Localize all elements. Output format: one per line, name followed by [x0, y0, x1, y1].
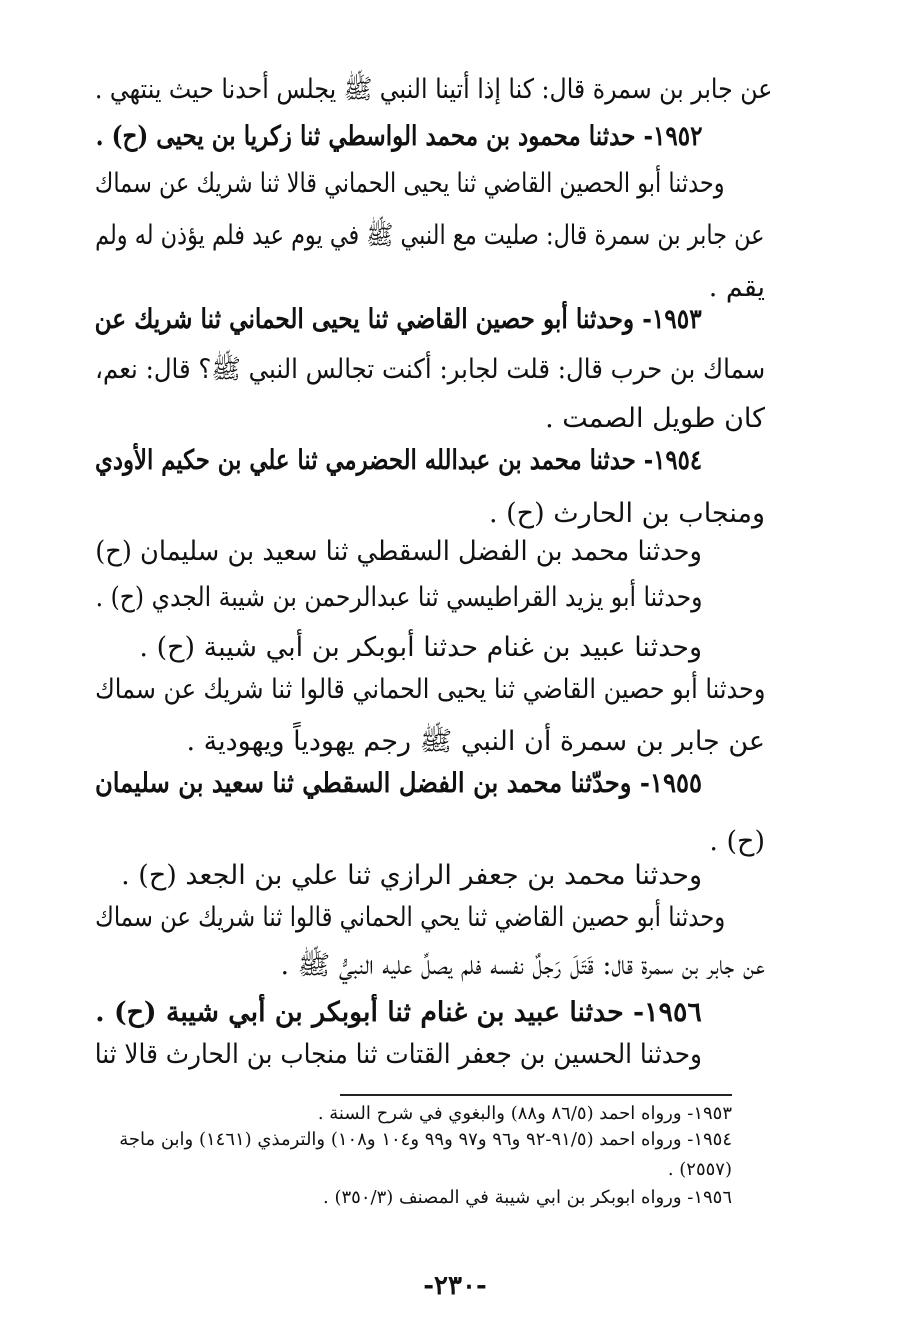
footnote-line: ١٩٥٣- ورواه احمد (٨٦/٥ و٨٨) والبغوي في شرح السنة .	[317, 1103, 732, 1124]
text-line: عن جابر بن سمرة قال: قَتَلَ رَجلٌ نفسه فلم يصلِّ عليه النبيُّ ﷺ .	[280, 950, 765, 981]
footnote-line: (٢٥٥٧) .	[667, 1159, 732, 1180]
text-line: ١٩٥٣- وحدثنا أبو حصين القاضي ثنا يحيى الحماني ثنا شريك عن	[94, 304, 702, 335]
footnote-line: ١٩٥٤- ورواه احمد (٩١/٥-٩٢ و٩٦ و٩٧ و٩٩ و١٠٤ و١٠٨) والترمذي (١٤٦١) وابن ماجة	[119, 1129, 732, 1150]
text-line: وحدثنا محمد بن جعفر الرازي ثنا علي بن الجعد (ح) .	[121, 860, 702, 891]
text-line: وحدثنا أبو يزيد القراطيسي ثنا عبدالرحمن بن شيبة الجدي (ح) .	[95, 582, 702, 613]
text-line: وحدثنا عبيد بن غنام حدثنا أبوبكر بن أبي شيبة (ح) .	[139, 632, 702, 663]
footnote-line: ١٩٥٦- ورواه ابوبكر بن ابي شيبة في المصنف (٣٥٠/٣) .	[323, 1187, 732, 1208]
text-line: ومنجاب بن الحارث (ح) .	[488, 498, 765, 529]
text-line: وحدثنا أبو الحصين القاضي ثنا يحيى الحماني قالا ثنا شريك عن سماك	[95, 168, 725, 199]
text-line: وحدثنا الحسين بن جعفر القتات ثنا منجاب بن الحارث قالا ثنا	[94, 1039, 702, 1070]
text-line: وحدثنا أبو حصين القاضي ثنا يحي الحماني قالوا ثنا شريك عن سماك	[94, 902, 725, 933]
text-line: وحدثنا أبو حصين القاضي ثنا يحيى الحماني قالوا ثنا شريك عن سماك	[94, 674, 765, 705]
text-line: كان طويل الصمت .	[545, 403, 765, 434]
text-line: سماك بن حرب قال: قلت لجابر: أكنت تجالس النبي ﷺ؟ قال: نعم،	[94, 354, 765, 385]
text-line: (ح) .	[709, 826, 765, 857]
text-line: يقم .	[708, 272, 765, 303]
text-line: ١٩٥٢- حدثنا محمود بن محمد الواسطي ثنا زكريا بن يحيى (ح) .	[95, 121, 702, 152]
text-line: ١٩٥٦- حدثنا عبيد بن غنام ثنا أبوبكر بن أبي شيبة (ح) .	[95, 997, 702, 1028]
text-line: ١٩٥٤- حدثنا محمد بن عبدالله الحضرمي ثنا علي بن حكيم الأودي	[95, 445, 702, 476]
text-line: وحدثنا محمد بن الفضل السقطي ثنا سعيد بن سليمان (ح)	[95, 536, 702, 567]
text-line: ١٩٥٥- وحدّثنا محمد بن الفضل السقطي ثنا سعيد بن سليمان	[94, 768, 702, 799]
text-line: عن جابر بن سمرة أن النبي ﷺ رجم يهودياً ويهودية .	[186, 726, 765, 757]
text-line: عن جابر بن سمرة قال: صليت مع النبي ﷺ في يوم عيد فلم يؤذن له ولم	[95, 220, 765, 251]
page-number: -٢٣٠-	[423, 1271, 487, 1301]
text-line: عن جابر بن سمرة قال: كنا إذا أتينا النبي ﷺ يجلس أحدنا حيث ينتهي .	[94, 74, 772, 105]
footnote-divider	[340, 1094, 732, 1096]
